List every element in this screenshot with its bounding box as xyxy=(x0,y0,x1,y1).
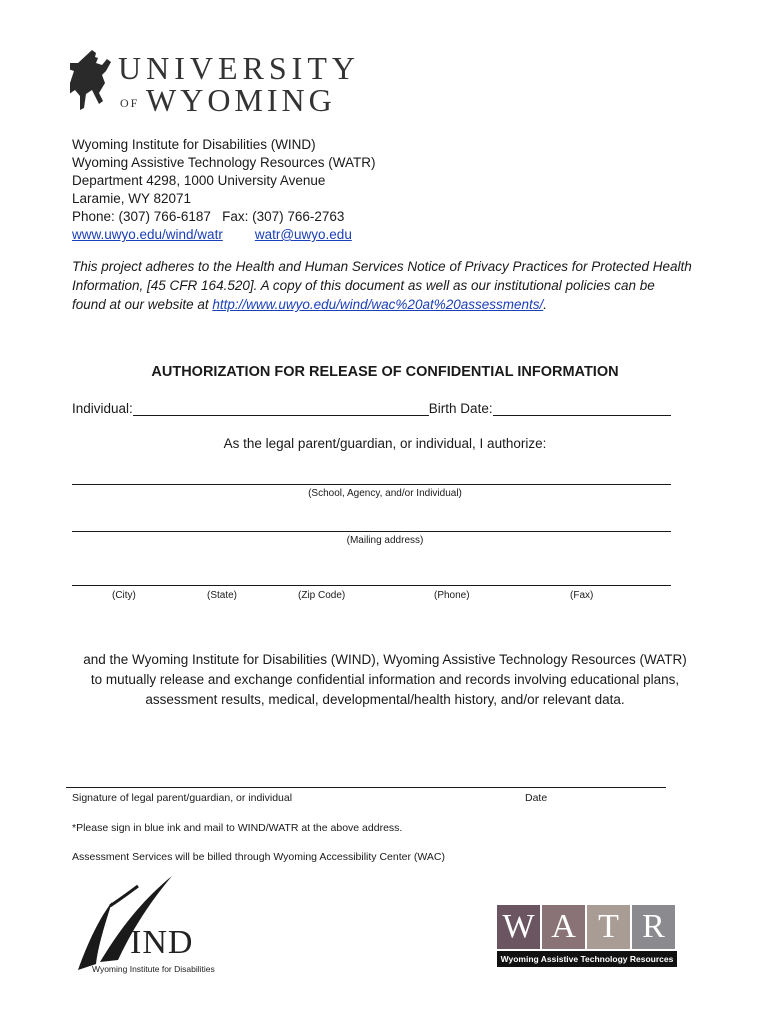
privacy-link[interactable]: http://www.uwyo.edu/wind/wac%20at%20assessments/ xyxy=(212,297,544,312)
birth-date-label: Birth Date: xyxy=(428,401,493,416)
watr-logo xyxy=(497,905,677,969)
authorize-text: As the legal parent/guardian, or individual, I authorize: xyxy=(223,436,547,451)
privacy-notice xyxy=(72,257,692,314)
signature-label: Signature of legal parent/guardian, or individual xyxy=(72,792,293,804)
release-text: and the Wyoming Institute for Disabilities (WIND), Wyoming Assistive Technology Resources (WATR) to mutually release and exchange confidential information and records involving educational plans, assessment results, medical, developmental/health history, and/or relevant data. xyxy=(83,652,687,707)
zip-caption: (Zip Code) xyxy=(298,590,346,601)
wind-logo xyxy=(70,872,230,982)
website-link[interactable]: www.uwyo.edu/wind/watr xyxy=(72,227,223,242)
university-of-wyoming-logo xyxy=(70,46,360,122)
address-line: Wyoming Assistive Technology Resources (WATR) xyxy=(72,155,376,170)
address-line: Wyoming Institute for Disabilities (WIND) xyxy=(72,137,316,152)
privacy-end: . xyxy=(543,297,548,312)
bucking-horse-icon xyxy=(70,48,116,120)
individual-field[interactable] xyxy=(133,401,429,416)
school-field[interactable] xyxy=(72,484,671,485)
address-line: Laramie, WY 82071 xyxy=(72,191,192,206)
email-link[interactable]: watr@uwyo.edu xyxy=(254,227,352,242)
university-wordmark: UNIVERSITY xyxy=(118,50,360,86)
individual-label: Individual: xyxy=(72,401,133,416)
privacy-text: This project adheres to the Health and Human Services Notice of Privacy Practices for Protected Health Information, [45 CFR 164.520]. A copy of this document as well as our institutional policies can be found at our website at xyxy=(72,259,692,312)
watr-letter-w: W xyxy=(497,905,540,949)
phone-caption: (Phone) xyxy=(434,590,470,601)
wyoming-wordmark: WYOMING xyxy=(146,82,336,118)
sign-instruction: *Please sign in blue ink and mail to WIND/WATR at the above address. xyxy=(72,822,403,834)
birth-date-field[interactable] xyxy=(493,401,671,416)
school-caption: (School, Agency, and/or Individual) xyxy=(308,488,462,499)
watr-letter-a: A xyxy=(542,905,585,949)
watr-letter-row xyxy=(497,905,677,949)
billing-note: Assessment Services will be billed through Wyoming Accessibility Center (WAC) xyxy=(72,851,445,863)
city-caption: (City) xyxy=(112,590,136,601)
address-line: Department 4298, 1000 University Avenue xyxy=(72,173,326,188)
watr-letter-t: T xyxy=(587,905,630,949)
address-block xyxy=(72,136,375,244)
mailing-caption: (Mailing address) xyxy=(346,535,424,546)
watr-subtitle: Wyoming Assistive Technology Resources xyxy=(497,951,677,967)
wind-subtitle: Wyoming Institute for Disabilities xyxy=(92,964,215,974)
of-wordmark: OF xyxy=(120,96,140,110)
phone-fax: Phone: (307) 766-6187 Fax: (307) 766-2763 xyxy=(72,209,345,224)
date-label: Date xyxy=(525,792,548,804)
fax-caption: (Fax) xyxy=(570,590,594,601)
mailing-address-field[interactable] xyxy=(72,531,671,532)
signature-field[interactable] xyxy=(66,787,666,788)
wind-wordmark: IND xyxy=(130,924,194,961)
state-caption: (State) xyxy=(207,590,238,601)
individual-row xyxy=(72,401,671,416)
form-title: AUTHORIZATION FOR RELEASE OF CONFIDENTIAL INFORMATION xyxy=(151,364,619,380)
city-state-zip-field[interactable] xyxy=(72,585,671,586)
watr-letter-r: R xyxy=(632,905,675,949)
